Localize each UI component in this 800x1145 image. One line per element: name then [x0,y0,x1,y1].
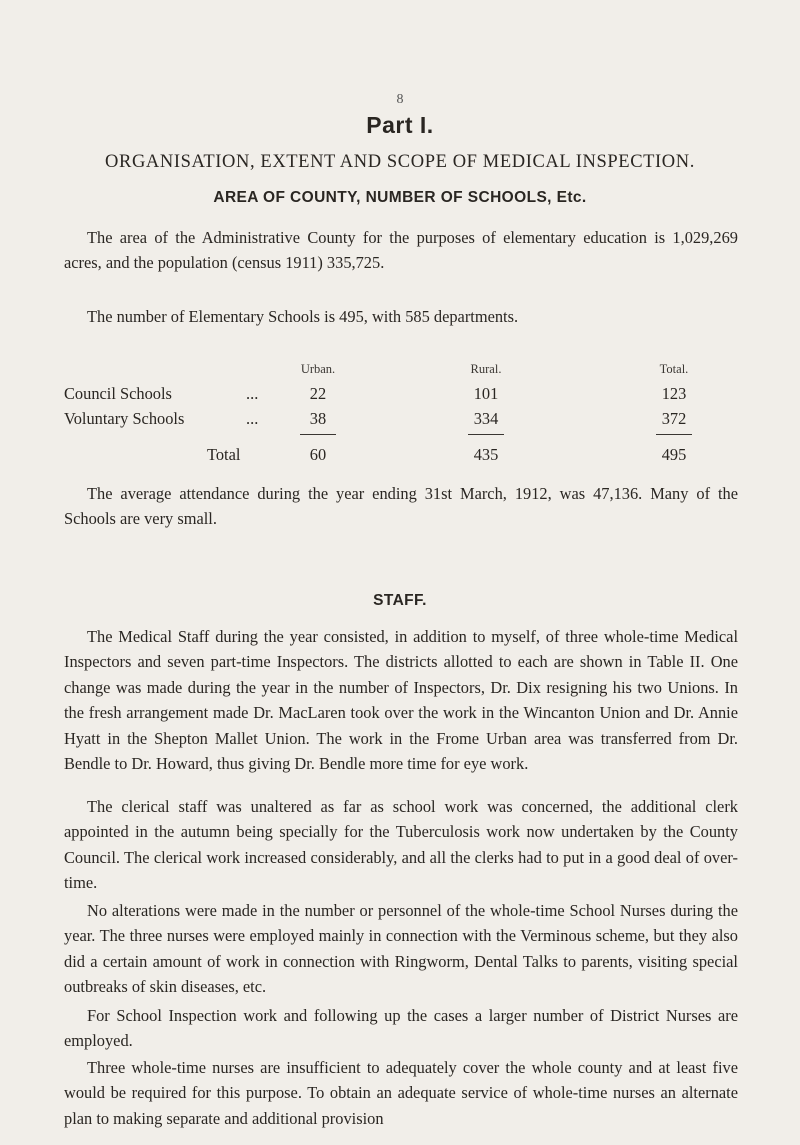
cell-rural: 101 [473,384,499,403]
staff-paragraph-4: For School Inspection work and following up the cases a larger number of District Nurses are employed. [64,1006,738,1051]
staff-paragraph-5: Three whole-time nurses are insufficient to adequately cover the whole county and at least five would be required for this purpose. To obtain an adequate service of whole-time nurses an alternate plan to making separate and additional provision [64,1058,738,1128]
cell-total: 372 [661,409,687,428]
col-header-rural: Rural. [470,362,502,376]
cell-total: 123 [661,384,687,403]
main-title: ORGANISATION, EXTENT AND SCOPE OF MEDICAL INSPECTION. [105,152,695,172]
cell-rural: 334 [473,409,499,428]
page-number: 8 [396,92,404,107]
section-subtitle: AREA OF COUNTY, NUMBER OF SCHOOLS, Etc. [213,189,587,206]
staff-paragraph-3: No alterations were made in the number or personnel of the whole-time School Nurses during the year. The three nurses were employed mainly in connection with the Verminous scheme, but they also did a certain amount of work in connection with Ringworm, Dental Talks to parents, visiting special outbreaks of skin diseases, etc. [64,901,738,997]
col-header-total: Total. [659,362,689,376]
table-header-row [64,362,738,384]
total-rural: 435 [473,445,499,464]
table-row [64,384,738,406]
staff-paragraph-1: The Medical Staff during the year consisted, in addition to myself, of three whole-time Medical Inspectors and seven part-time Inspectors. The districts allotted to each are shown in Table II. One change was made during the year in the number of Inspectors, Dr. Dix resigning his two Unions. In the fresh arrangement made Dr. MacLaren took over the work in the Wincanton Union and Dr. Annie Hyatt in the Shepton Mallet Union. The work in the Frome Urban area was transferred from Dr. Bendle to Dr. Howard, thus giving Dr. Bendle more time for eye work. [64,627,738,774]
intro-paragraph: The area of the Administrative County for the purposes of elementary education is 1,029,269 acres, and the population (census 1911) 335,725. [64,228,738,273]
schools-paragraph: The number of Elementary Schools is 495, with 585 departments. [87,307,519,326]
row-dots: ... [246,384,259,403]
sum-rule-urban [300,434,336,435]
staff-paragraph-2: The clerical staff was unaltered as far as school work was concerned, the additional clerk appointed in the autumn being specially for the Tuberculosis work now undertaken by the County Council. The clerical work increased considerably, and all the clerks had to put in a good deal of over-time. [64,797,738,893]
attendance-paragraph: The average attendance during the year ending 31st March, 1912, was 47,136. Many of the Schools are very small. [64,484,738,529]
row-dots: ... [246,409,259,428]
total-urban: 60 [309,445,327,464]
table-total-row [64,445,738,467]
cell-urban: 38 [309,409,327,428]
staff-heading: STAFF. [373,592,427,609]
row-label: Council Schools [64,384,172,403]
table-row [64,409,738,431]
part-heading: Part I. [366,112,434,138]
row-label: Voluntary Schools [64,409,185,428]
col-header-urban: Urban. [300,362,336,376]
total-total: 495 [661,445,687,464]
sum-rule-rural [468,434,504,435]
sum-rule-total [656,434,692,435]
cell-urban: 22 [309,384,327,403]
total-label: Total [207,445,241,464]
